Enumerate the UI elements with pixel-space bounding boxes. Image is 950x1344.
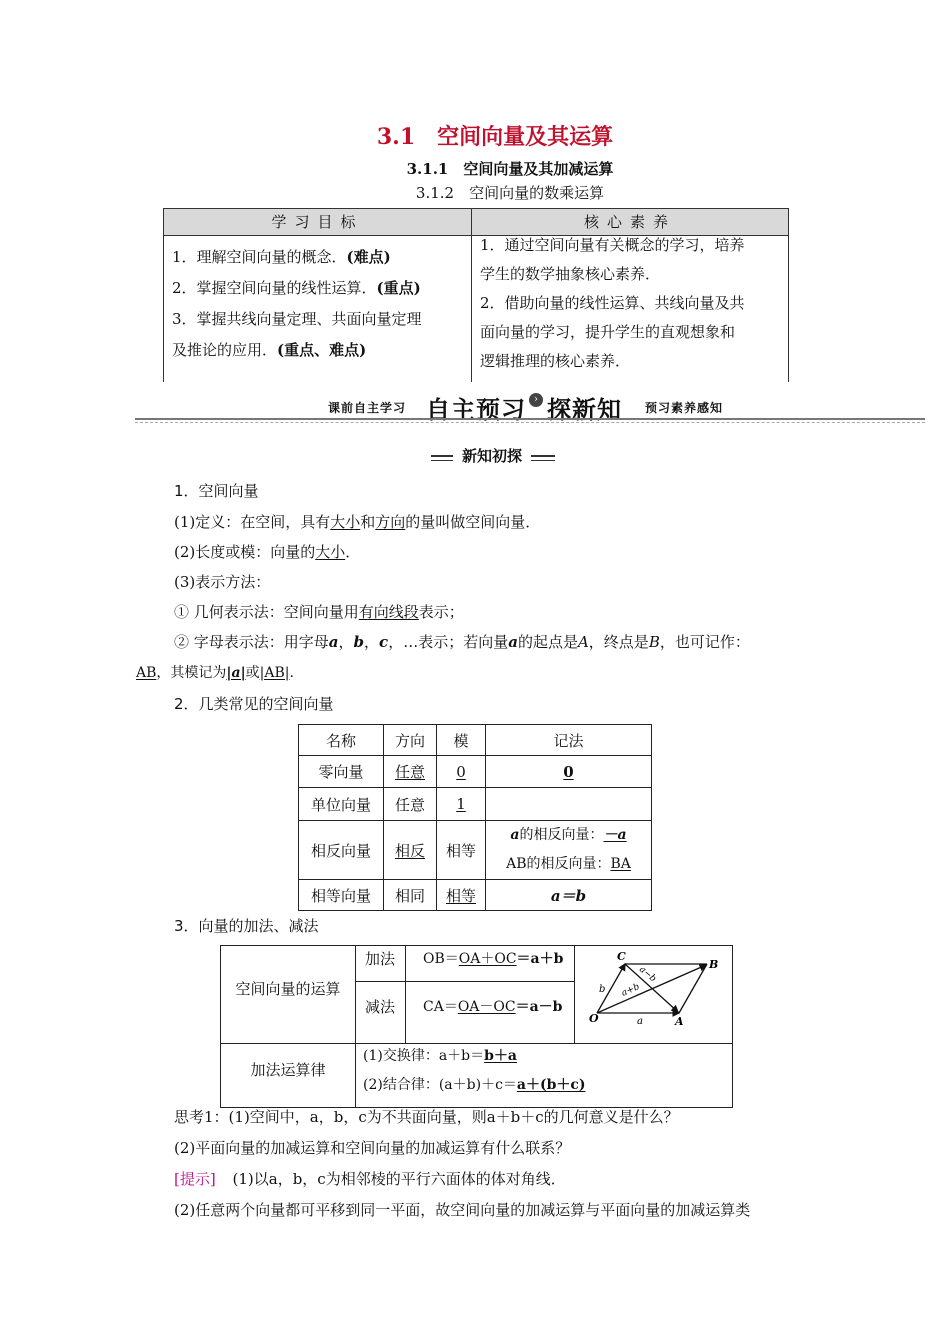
diagram-label-a: a bbox=[637, 1016, 643, 1027]
law-associative: (2)结合律：(a＋b)＋c＝a＋(b＋c) bbox=[363, 1077, 586, 1093]
add-formula: OB＝OA＋OC＝a＋b bbox=[423, 951, 564, 967]
table-row: 单位向量 任意 1 bbox=[299, 788, 652, 821]
parallelogram-diagram bbox=[575, 946, 731, 1043]
goals-right-list: 1．通过空间向量有关概念的学习，培养 学生的数学抽象核心素养． 2．借助向量的线性运算、共线向量及共 面向量的学习，提升学生的直观想象和 逻辑推理的核心素养． bbox=[480, 236, 745, 370]
think-q2: (2)平面向量的加减运算和空间向量的加减运算有什么联系？ bbox=[174, 1139, 571, 1157]
s1-repr: (3)表示方法： bbox=[174, 573, 271, 591]
goals-table bbox=[163, 208, 789, 382]
banner-right-label: 预习素养感知 bbox=[645, 401, 724, 415]
hint-line-1: [提示] (1)以a，b，c为相邻棱的平行六面体的体对角线． bbox=[174, 1170, 566, 1188]
ops-row2-label: 加法运算律 bbox=[250, 1061, 326, 1079]
law-commutative: (1)交换律：a＋b＝b＋a bbox=[363, 1048, 518, 1064]
goal-item: 3．掌握共线向量定理、共面向量定理 bbox=[172, 310, 422, 328]
operations-table bbox=[220, 945, 733, 1108]
section-banner bbox=[135, 390, 925, 422]
table-row: 相等向量 相同 相等 a＝b bbox=[299, 880, 652, 911]
vector-types-table bbox=[298, 724, 652, 911]
add-label: 加法 bbox=[364, 950, 395, 968]
sub-formula: CA＝OA－OC＝a－b bbox=[423, 999, 563, 1015]
ops-row1-label: 空间向量的运算 bbox=[235, 980, 341, 998]
col-header: 方向 bbox=[384, 725, 437, 756]
s1-heading: 1．空间向量 bbox=[174, 482, 259, 500]
goals-left-list bbox=[172, 242, 467, 366]
goals-header-left: 学习目标 bbox=[164, 209, 471, 236]
diagram-label-b: b bbox=[599, 984, 606, 995]
diagram-label-amb: a−b bbox=[637, 964, 658, 985]
col-header: 记法 bbox=[486, 725, 652, 756]
diagram-label-O: O bbox=[589, 1012, 599, 1025]
banner-title-left: 自主预习 bbox=[426, 396, 526, 424]
goal-item: 及推论的应用．(重点、难点) bbox=[172, 341, 367, 359]
s3-heading: 3．向量的加法、减法 bbox=[174, 917, 319, 935]
s1-length: (2)长度或模：向量的大小． bbox=[174, 543, 361, 561]
banner-left-label: 课前自主学习 bbox=[328, 401, 407, 415]
table-row: 相反向量 相反 相等 a的相反向量：－a AB的相反向量：BA bbox=[299, 821, 652, 880]
diagram-label-C: C bbox=[617, 950, 626, 963]
s1-geo: ① 几何表示法：空间向量用有向线段表示； bbox=[174, 603, 464, 621]
goals-header-right: 核心素养 bbox=[472, 209, 788, 236]
think-q1: 思考1：(1)空间中，a，b，c为不共面向量，则a＋b＋c的几何意义是什么？ bbox=[174, 1108, 679, 1126]
subtitle-2: 3.1.2 空间向量的数乘运算 bbox=[415, 184, 605, 202]
col-header: 名称 bbox=[299, 725, 384, 756]
goal-item: 1．理解空间向量的概念．(难点) bbox=[172, 248, 391, 266]
diagram-label-apb: a+b bbox=[620, 982, 642, 999]
s1-letter: ② 字母表示法：用字母a，b，c，…表示；若向量a的起点是A，终点是B，也可记作： bbox=[174, 633, 750, 651]
s2-heading: 2．几类常见的空间向量 bbox=[174, 695, 334, 713]
arrow-icon: › bbox=[529, 393, 543, 407]
table-row: 零向量 任意 0 0 bbox=[299, 756, 652, 788]
hint-tag: [提示] bbox=[174, 1170, 216, 1188]
page-title: 3.1 空间向量及其运算 bbox=[376, 124, 614, 150]
goal-item: 2．掌握空间向量的线性运算．(重点) bbox=[172, 279, 421, 297]
subtitle-1: 3.1.1 空间向量及其加减运算 bbox=[406, 160, 614, 178]
s1-definition: (1)定义：在空间，具有大小和方向的量叫做空间向量． bbox=[174, 513, 541, 531]
hint-line-2: (2)任意两个向量都可平移到同一平面，故空间向量的加减运算与平面向量的加减运算类 bbox=[174, 1201, 751, 1219]
banner-title-right: 探新知 bbox=[547, 396, 622, 424]
col-header: 模 bbox=[437, 725, 486, 756]
sub-label: 减法 bbox=[364, 998, 395, 1016]
diagram-label-B: B bbox=[709, 958, 719, 971]
section-badge: 新知初探 bbox=[431, 446, 555, 466]
diagram-label-A: A bbox=[675, 1015, 684, 1028]
s1-modulus: AB，其模记为|a|或|AB|. bbox=[136, 665, 294, 681]
